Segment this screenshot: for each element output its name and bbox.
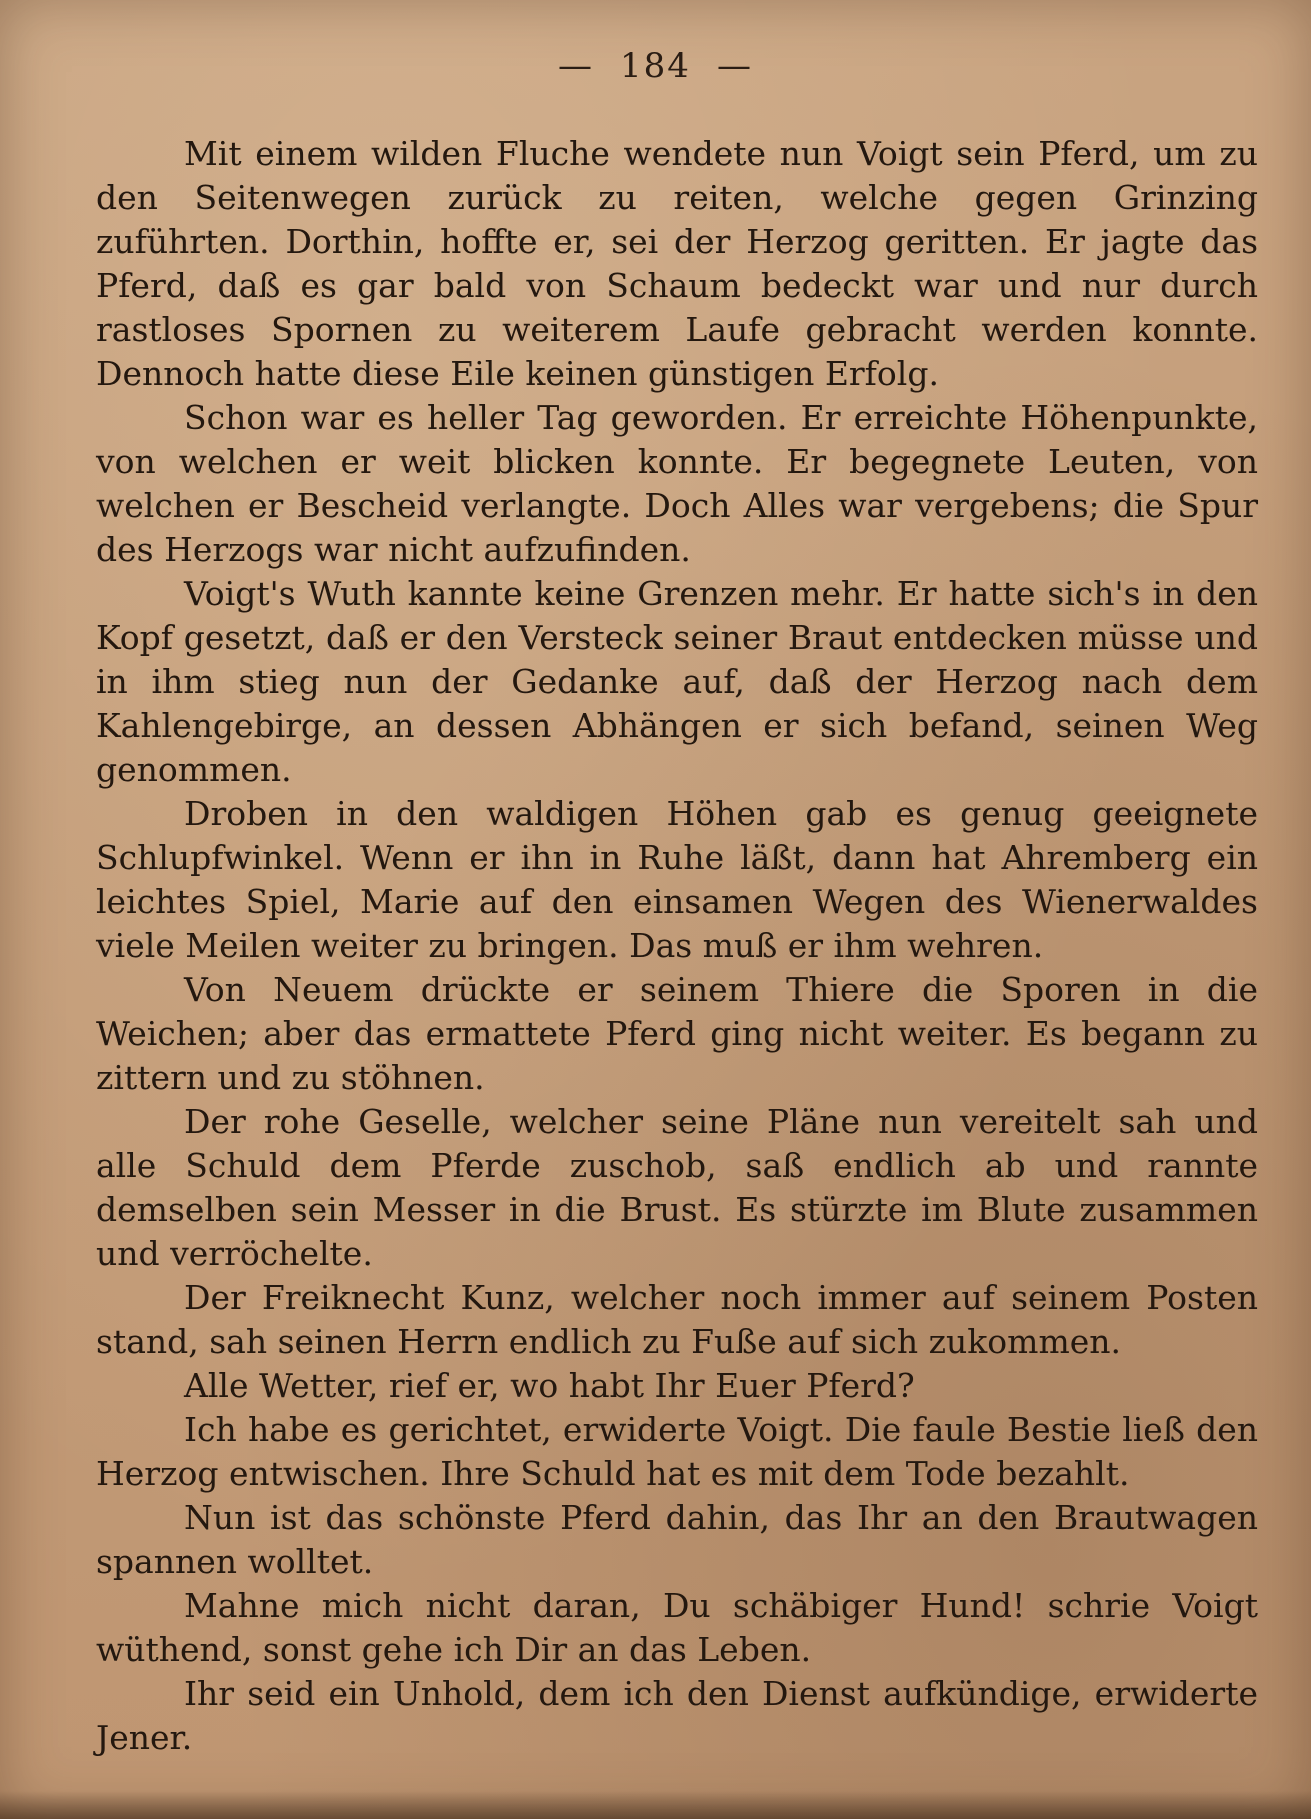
page-number-header <box>0 46 1311 86</box>
paragraph: Von Neuem drückte er seinem Thiere die Sporen in die Weichen; aber das ermattete Pferd ging nicht weiter. Es begann zu zittern und zu stöhnen. <box>96 970 1258 1097</box>
page-number-dash-right: — <box>716 46 753 86</box>
paragraph: Mahne mich nicht daran, Du schäbiger Hund! schrie Voigt wüthend, sonst gehe ich Dir an das Leben. <box>96 1586 1258 1669</box>
paragraph: Nun ist das schönste Pferd dahin, das Ihr an den Brautwagen spannen wolltet. <box>96 1498 1258 1581</box>
page-bottom-edge <box>0 1791 1311 1819</box>
page-number: 184 <box>620 46 691 86</box>
paragraph: Voigt's Wuth kannte keine Grenzen mehr. Er hatte sich's in den Kopf gesetzt, daß er den Versteck seiner Braut entdecken müsse und in ihm stieg nun der Gedanke auf, daß der Herzog nach dem Kahlengebirge, an dessen Abhängen er sich befand, seinen Weg genommen. <box>96 574 1258 789</box>
body-text <box>96 132 1258 1760</box>
paragraph: Schon war es heller Tag geworden. Er erreichte Höhenpunkte, von welchen er weit blicken konnte. Er begegnete Leuten, von welchen er Bescheid verlangte. Doch Alles war vergebens; die Spur des Herzogs war nicht aufzufinden. <box>96 398 1258 569</box>
paragraph: Der rohe Geselle, welcher seine Pläne nun vereitelt sah und alle Schuld dem Pferde zuschob, saß endlich ab und rannte demselben sein Messer in die Brust. Es stürzte im Blute zusammen und verröchelte. <box>96 1102 1258 1273</box>
paragraph: Ich habe es gerichtet, erwiderte Voigt. Die faule Bestie ließ den Herzog entwischen. Ihre Schuld hat es mit dem Tode bezahlt. <box>96 1410 1258 1493</box>
paragraph: Droben in den waldigen Höhen gab es genug geeignete Schlupfwinkel. Wenn er ihn in Ruhe läßt, dann hat Ahremberg ein leichtes Spiel, Marie auf den einsamen Wegen des Wienerwaldes viele Meilen weiter zu bringen. Das muß er ihm wehren. <box>96 794 1258 965</box>
paragraph: Mit einem wilden Fluche wendete nun Voigt sein Pferd, um zu den Seitenwegen zurück zu reiten, welche gegen Grinzing zuführten. Dorthin, hoffte er, sei der Herzog geritten. Er jagte das Pferd, daß es gar bald von Schaum bedeckt war und nur durch rastloses Spornen zu weiterem Laufe gebracht werden konnte. Dennoch hatte diese Eile keinen günstigen Erfolg. <box>96 134 1258 393</box>
page-number-dash-left: — <box>558 46 595 86</box>
paragraph: Der Freiknecht Kunz, welcher noch immer auf seinem Posten stand, sah seinen Herrn endlich zu Fuße auf sich zukommen. <box>96 1278 1258 1361</box>
paragraph: Ihr seid ein Unhold, dem ich den Dienst aufkündige, erwiderte Jener. <box>96 1674 1258 1757</box>
paragraph: Alle Wetter, rief er, wo habt Ihr Euer Pferd? <box>184 1366 915 1405</box>
